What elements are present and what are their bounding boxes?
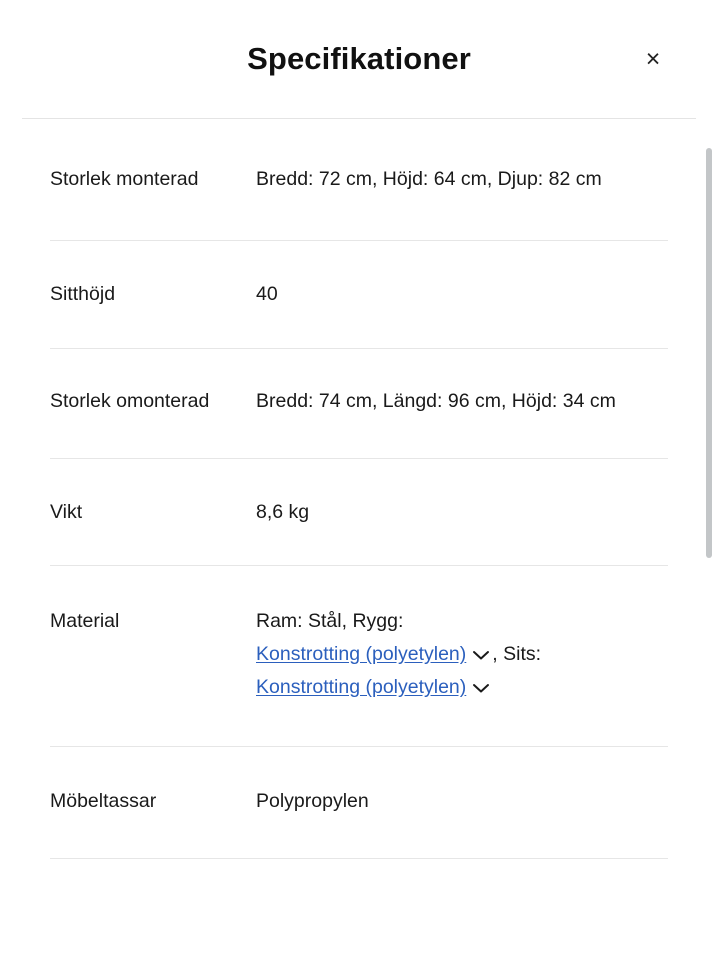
spec-value: Bredd: 74 cm, Längd: 96 cm, Höjd: 34 cm <box>256 390 616 412</box>
spec-label: Möbeltassar <box>50 790 157 812</box>
chevron-down-icon[interactable] <box>472 682 490 694</box>
modal-header <box>0 0 718 118</box>
table-row <box>0 459 718 565</box>
spec-label: Storlek monterad <box>50 168 199 190</box>
chevron-down-icon[interactable] <box>472 649 490 661</box>
spec-label: Material <box>50 610 120 632</box>
table-row <box>0 349 718 458</box>
spec-value-material <box>256 605 668 704</box>
table-row <box>0 566 718 746</box>
spec-value: 8,6 kg <box>256 501 310 523</box>
spec-value: Bredd: 72 cm, Höjd: 64 cm, Djup: 82 cm <box>256 168 602 190</box>
close-icon: × <box>645 44 661 73</box>
material-middle: , Sits: <box>492 643 542 665</box>
table-row <box>0 747 718 858</box>
spec-label: Sitthöjd <box>50 283 116 305</box>
scrollbar-thumb[interactable] <box>706 148 712 558</box>
material-prefix: Ram: Stål, Rygg: <box>256 610 404 632</box>
page-title: Specifikationer <box>247 40 471 76</box>
spec-value: Polypropylen <box>256 790 369 812</box>
vertical-scrollbar[interactable] <box>706 140 712 940</box>
spec-label: Storlek omonterad <box>50 390 210 412</box>
table-row <box>0 119 718 240</box>
spec-label: Vikt <box>50 501 83 523</box>
row-divider <box>50 858 668 859</box>
close-button[interactable] <box>636 42 670 76</box>
table-row <box>0 241 718 348</box>
specification-list <box>0 119 718 859</box>
material-link-sits[interactable]: Konstrotting (polyetylen) <box>256 676 467 698</box>
spec-value: 40 <box>256 283 278 305</box>
material-link-rygg[interactable]: Konstrotting (polyetylen) <box>256 643 467 665</box>
